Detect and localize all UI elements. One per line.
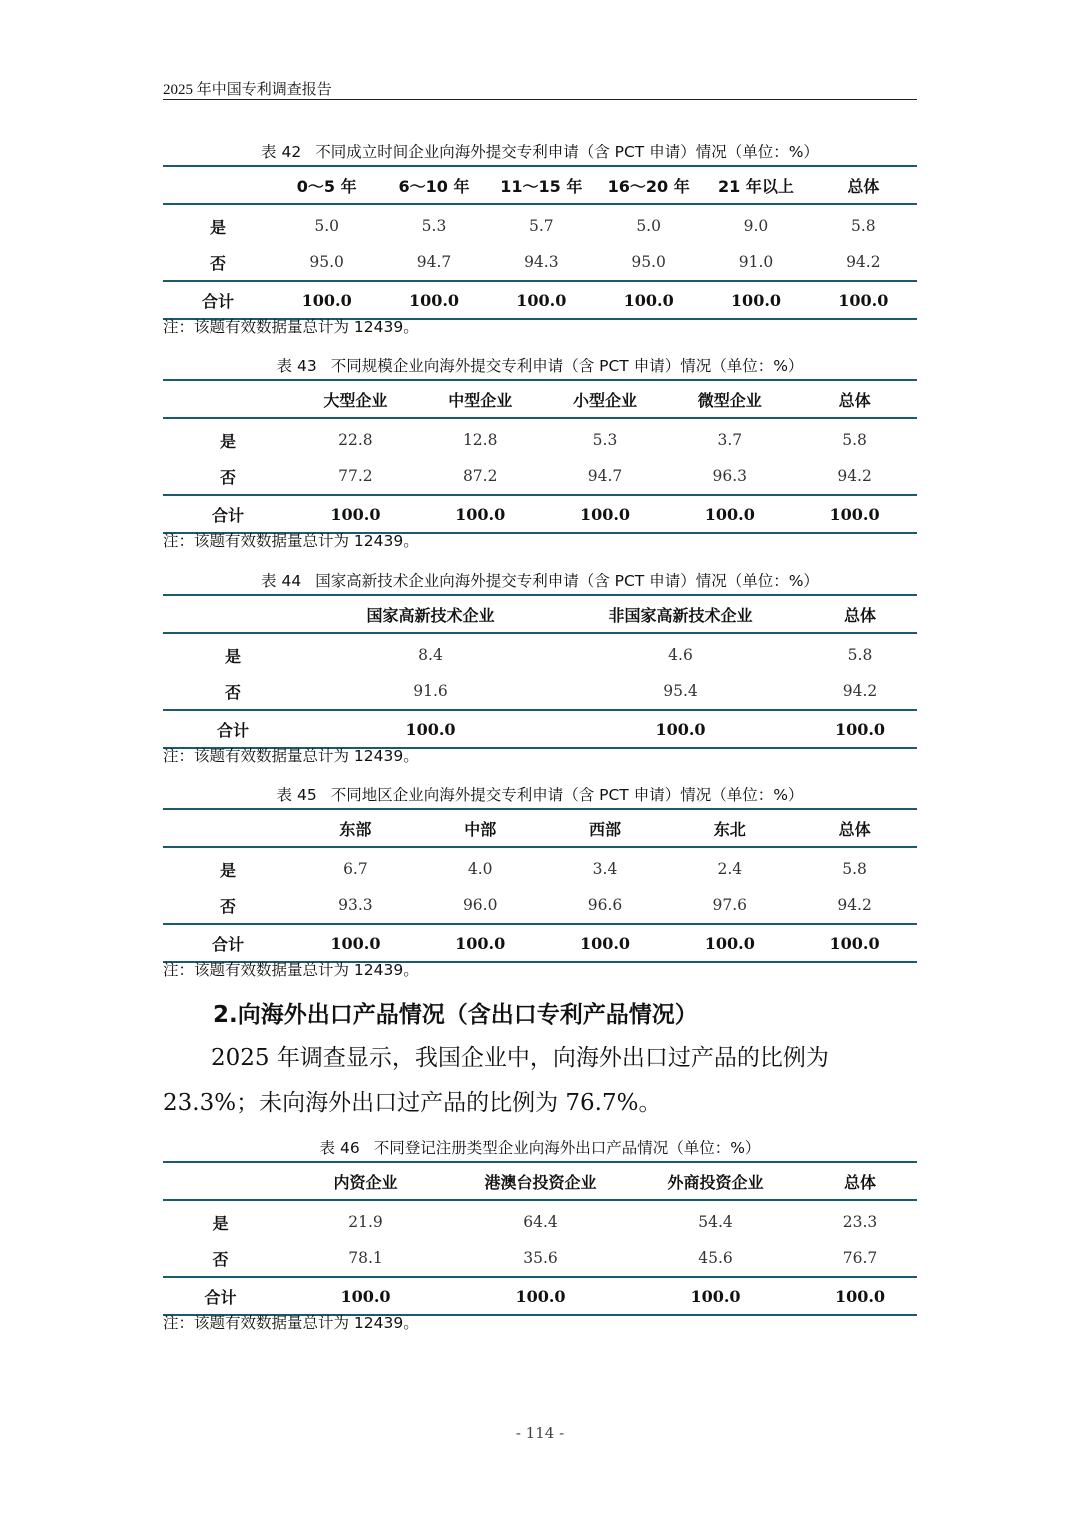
table-total-row (163, 281, 917, 319)
data-cell: 94.2 (846, 253, 881, 271)
table-44-title: 国家高新技术企业向海外提交专利申请（含 PCT 申请）情况（单位：%） (315, 572, 819, 590)
data-cell: 5.0 (314, 217, 339, 235)
table-43-title: 不同规模企业向海外提交专利申请（含 PCT 申请）情况（单位：%） (330, 357, 804, 375)
total-cell: 100.0 (543, 924, 668, 962)
header-cell: 小型企业 (543, 380, 668, 418)
table-header-row (163, 166, 917, 204)
header-cell: 总体 (792, 380, 917, 418)
data-cell: 5.8 (842, 860, 867, 878)
row-label: 否 (212, 1249, 229, 1269)
total-cell: 100.0 (303, 710, 558, 748)
data-cell: 93.3 (338, 896, 373, 914)
header-cell: 总体 (810, 166, 917, 204)
header-cell: 微型企业 (667, 380, 792, 418)
data-cell: 2.4 (717, 860, 743, 878)
running-header: 2025 年中国专利调查报告 (163, 82, 332, 98)
header-rule (163, 99, 917, 100)
header-cell-empty (163, 166, 273, 204)
header-cell: 外商投资企业 (628, 1162, 803, 1200)
data-cell: 5.8 (847, 646, 873, 664)
data-cell: 3.4 (592, 860, 618, 878)
header-cell: 总体 (803, 1162, 917, 1200)
row-label: 否 (209, 253, 226, 273)
total-cell: 100.0 (543, 495, 668, 533)
data-cell: 95.0 (631, 253, 666, 271)
table-46 (163, 1161, 917, 1316)
row-label: 否 (219, 467, 236, 487)
data-cell: 96.6 (587, 896, 623, 914)
total-label: 合计 (163, 710, 303, 748)
total-cell: 100.0 (293, 495, 418, 533)
data-cell: 94.7 (587, 467, 623, 485)
total-cell: 100.0 (810, 281, 917, 319)
total-label: 合计 (163, 924, 293, 962)
header-cell: 港澳台投资企业 (453, 1162, 628, 1200)
header-cell: 西部 (543, 809, 668, 847)
table-46-note: 注：该题有效数据量总计为 12439。 (163, 1314, 419, 1332)
data-cell: 94.2 (842, 682, 878, 700)
total-cell: 100.0 (792, 924, 917, 962)
row-label: 是 (212, 1213, 229, 1233)
data-cell: 97.6 (712, 896, 748, 914)
header-cell-empty (163, 809, 293, 847)
header-cell: 16～20 年 (595, 166, 702, 204)
table-45-caption (163, 783, 917, 805)
row-label: 是 (219, 860, 236, 880)
total-label: 合计 (163, 495, 293, 533)
header-cell: 中型企业 (418, 380, 543, 418)
body-paragraph: 2025 年调查显示，我国企业中，向海外出口过产品的比例为 23.3%；未向海外出口过产品的比例为 76.7%。 (163, 1045, 829, 1116)
data-cell: 3.7 (717, 431, 743, 449)
total-cell: 100.0 (628, 1277, 803, 1315)
data-cell: 5.8 (850, 217, 876, 235)
data-cell: 95.4 (663, 682, 698, 700)
total-cell: 100.0 (293, 924, 418, 962)
total-cell: 100.0 (595, 281, 702, 319)
table-45-title: 不同地区企业向海外提交专利申请（含 PCT 申请）情况（单位：%） (330, 786, 804, 804)
header-cell: 东部 (293, 809, 418, 847)
data-cell: 94.2 (837, 896, 872, 914)
total-cell: 100.0 (278, 1277, 453, 1315)
total-cell: 100.0 (418, 924, 543, 962)
data-cell: 94.2 (837, 467, 872, 485)
table-44-note: 注：该题有效数据量总计为 12439。 (163, 747, 419, 765)
table-total-row (163, 1277, 917, 1315)
header-cell: 内资企业 (278, 1162, 453, 1200)
header-cell: 中部 (418, 809, 543, 847)
total-cell: 100.0 (558, 710, 803, 748)
data-cell: 5.8 (842, 431, 867, 449)
row-label: 是 (209, 217, 226, 237)
table-row (163, 1240, 917, 1277)
total-cell: 100.0 (273, 281, 380, 319)
header-cell: 大型企业 (293, 380, 418, 418)
total-cell: 100.0 (792, 495, 917, 533)
data-cell: 5.0 (636, 217, 661, 235)
table-total-row (163, 495, 917, 533)
table-43 (163, 379, 917, 534)
data-cell: 91.0 (738, 253, 774, 271)
table-row (163, 244, 917, 281)
row-label: 是 (219, 431, 236, 451)
data-cell: 91.6 (413, 682, 448, 700)
table-42 (163, 165, 917, 320)
header-cell: 国家高新技术企业 (303, 595, 558, 633)
data-cell: 4.6 (668, 646, 693, 664)
table-row (163, 418, 917, 458)
data-cell: 77.2 (338, 467, 373, 485)
total-cell: 100.0 (702, 281, 809, 319)
table-46-number: 表 46 (319, 1139, 360, 1157)
total-cell: 100.0 (488, 281, 595, 319)
total-cell: 100.0 (803, 1277, 917, 1315)
data-cell: 95.0 (309, 253, 344, 271)
table-row (163, 673, 917, 710)
total-cell: 100.0 (380, 281, 487, 319)
header-cell-empty (163, 1162, 278, 1200)
data-cell: 96.0 (462, 896, 498, 914)
total-cell: 100.0 (453, 1277, 628, 1315)
table-42-caption (163, 140, 917, 162)
data-cell: 87.2 (462, 467, 498, 485)
table-43-number: 表 43 (276, 357, 317, 375)
table-row (163, 1200, 917, 1240)
header-cell: 非国家高新技术企业 (558, 595, 803, 633)
data-cell: 22.8 (338, 431, 373, 449)
data-cell: 21.9 (348, 1213, 383, 1231)
total-cell: 100.0 (667, 924, 792, 962)
table-header-row (163, 1162, 917, 1200)
table-46-title: 不同登记注册类型企业向海外出口产品情况（单位：%） (373, 1139, 761, 1157)
header-cell-empty (163, 595, 303, 633)
table-header-row (163, 809, 917, 847)
table-43-caption (163, 354, 917, 376)
table-header-row (163, 380, 917, 418)
table-header-row (163, 595, 917, 633)
data-cell: 94.3 (524, 253, 559, 271)
row-label: 否 (219, 896, 236, 916)
total-cell: 100.0 (418, 495, 543, 533)
header-cell-empty (163, 380, 293, 418)
table-total-row (163, 924, 917, 962)
table-row (163, 847, 917, 887)
table-42-number: 表 42 (261, 143, 302, 161)
table-43-note: 注：该题有效数据量总计为 12439。 (163, 532, 419, 550)
header-cell: 0～5 年 (273, 166, 380, 204)
table-total-row (163, 710, 917, 748)
table-45 (163, 808, 917, 963)
row-label: 是 (224, 646, 241, 666)
header-cell: 11～15 年 (488, 166, 595, 204)
table-44-caption (163, 569, 917, 591)
data-cell: 5.3 (592, 431, 618, 449)
header-cell: 总体 (792, 809, 917, 847)
data-cell: 76.7 (842, 1249, 878, 1267)
header-cell: 总体 (803, 595, 917, 633)
table-row (163, 633, 917, 673)
total-cell: 100.0 (803, 710, 917, 748)
header-cell: 东北 (667, 809, 792, 847)
total-label: 合计 (163, 1277, 278, 1315)
data-cell: 8.4 (418, 646, 443, 664)
data-cell: 45.6 (698, 1249, 733, 1267)
data-cell: 96.3 (712, 467, 748, 485)
data-cell: 12.8 (462, 431, 498, 449)
section-heading: 2.向海外出口产品情况（含出口专利产品情况） (213, 1002, 698, 1028)
table-42-note: 注：该题有效数据量总计为 12439。 (163, 318, 419, 336)
data-cell: 54.4 (698, 1213, 733, 1231)
header-cell: 21 年以上 (702, 166, 809, 204)
data-cell: 9.0 (743, 217, 769, 235)
data-cell: 23.3 (842, 1213, 878, 1231)
header-cell: 6～10 年 (380, 166, 487, 204)
table-42-title: 不同成立时间企业向海外提交专利申请（含 PCT 申请）情况（单位：%） (315, 143, 819, 161)
total-cell: 100.0 (667, 495, 792, 533)
table-row (163, 887, 917, 924)
data-cell: 5.7 (528, 217, 554, 235)
total-label: 合计 (163, 281, 273, 319)
table-row (163, 458, 917, 495)
row-label: 否 (224, 682, 241, 702)
table-row (163, 204, 917, 244)
data-cell: 94.7 (416, 253, 452, 271)
table-44 (163, 594, 917, 749)
table-46-caption (163, 1136, 917, 1158)
data-cell: 78.1 (348, 1249, 383, 1267)
data-cell: 64.4 (523, 1213, 558, 1231)
data-cell: 4.0 (467, 860, 493, 878)
data-cell: 5.3 (421, 217, 447, 235)
data-cell: 6.7 (343, 860, 368, 878)
table-45-note: 注：该题有效数据量总计为 12439。 (163, 961, 419, 979)
page-number: - 114 - (515, 1424, 565, 1442)
data-cell: 35.6 (523, 1249, 558, 1267)
table-45-number: 表 45 (276, 786, 317, 804)
table-44-number: 表 44 (261, 572, 302, 590)
